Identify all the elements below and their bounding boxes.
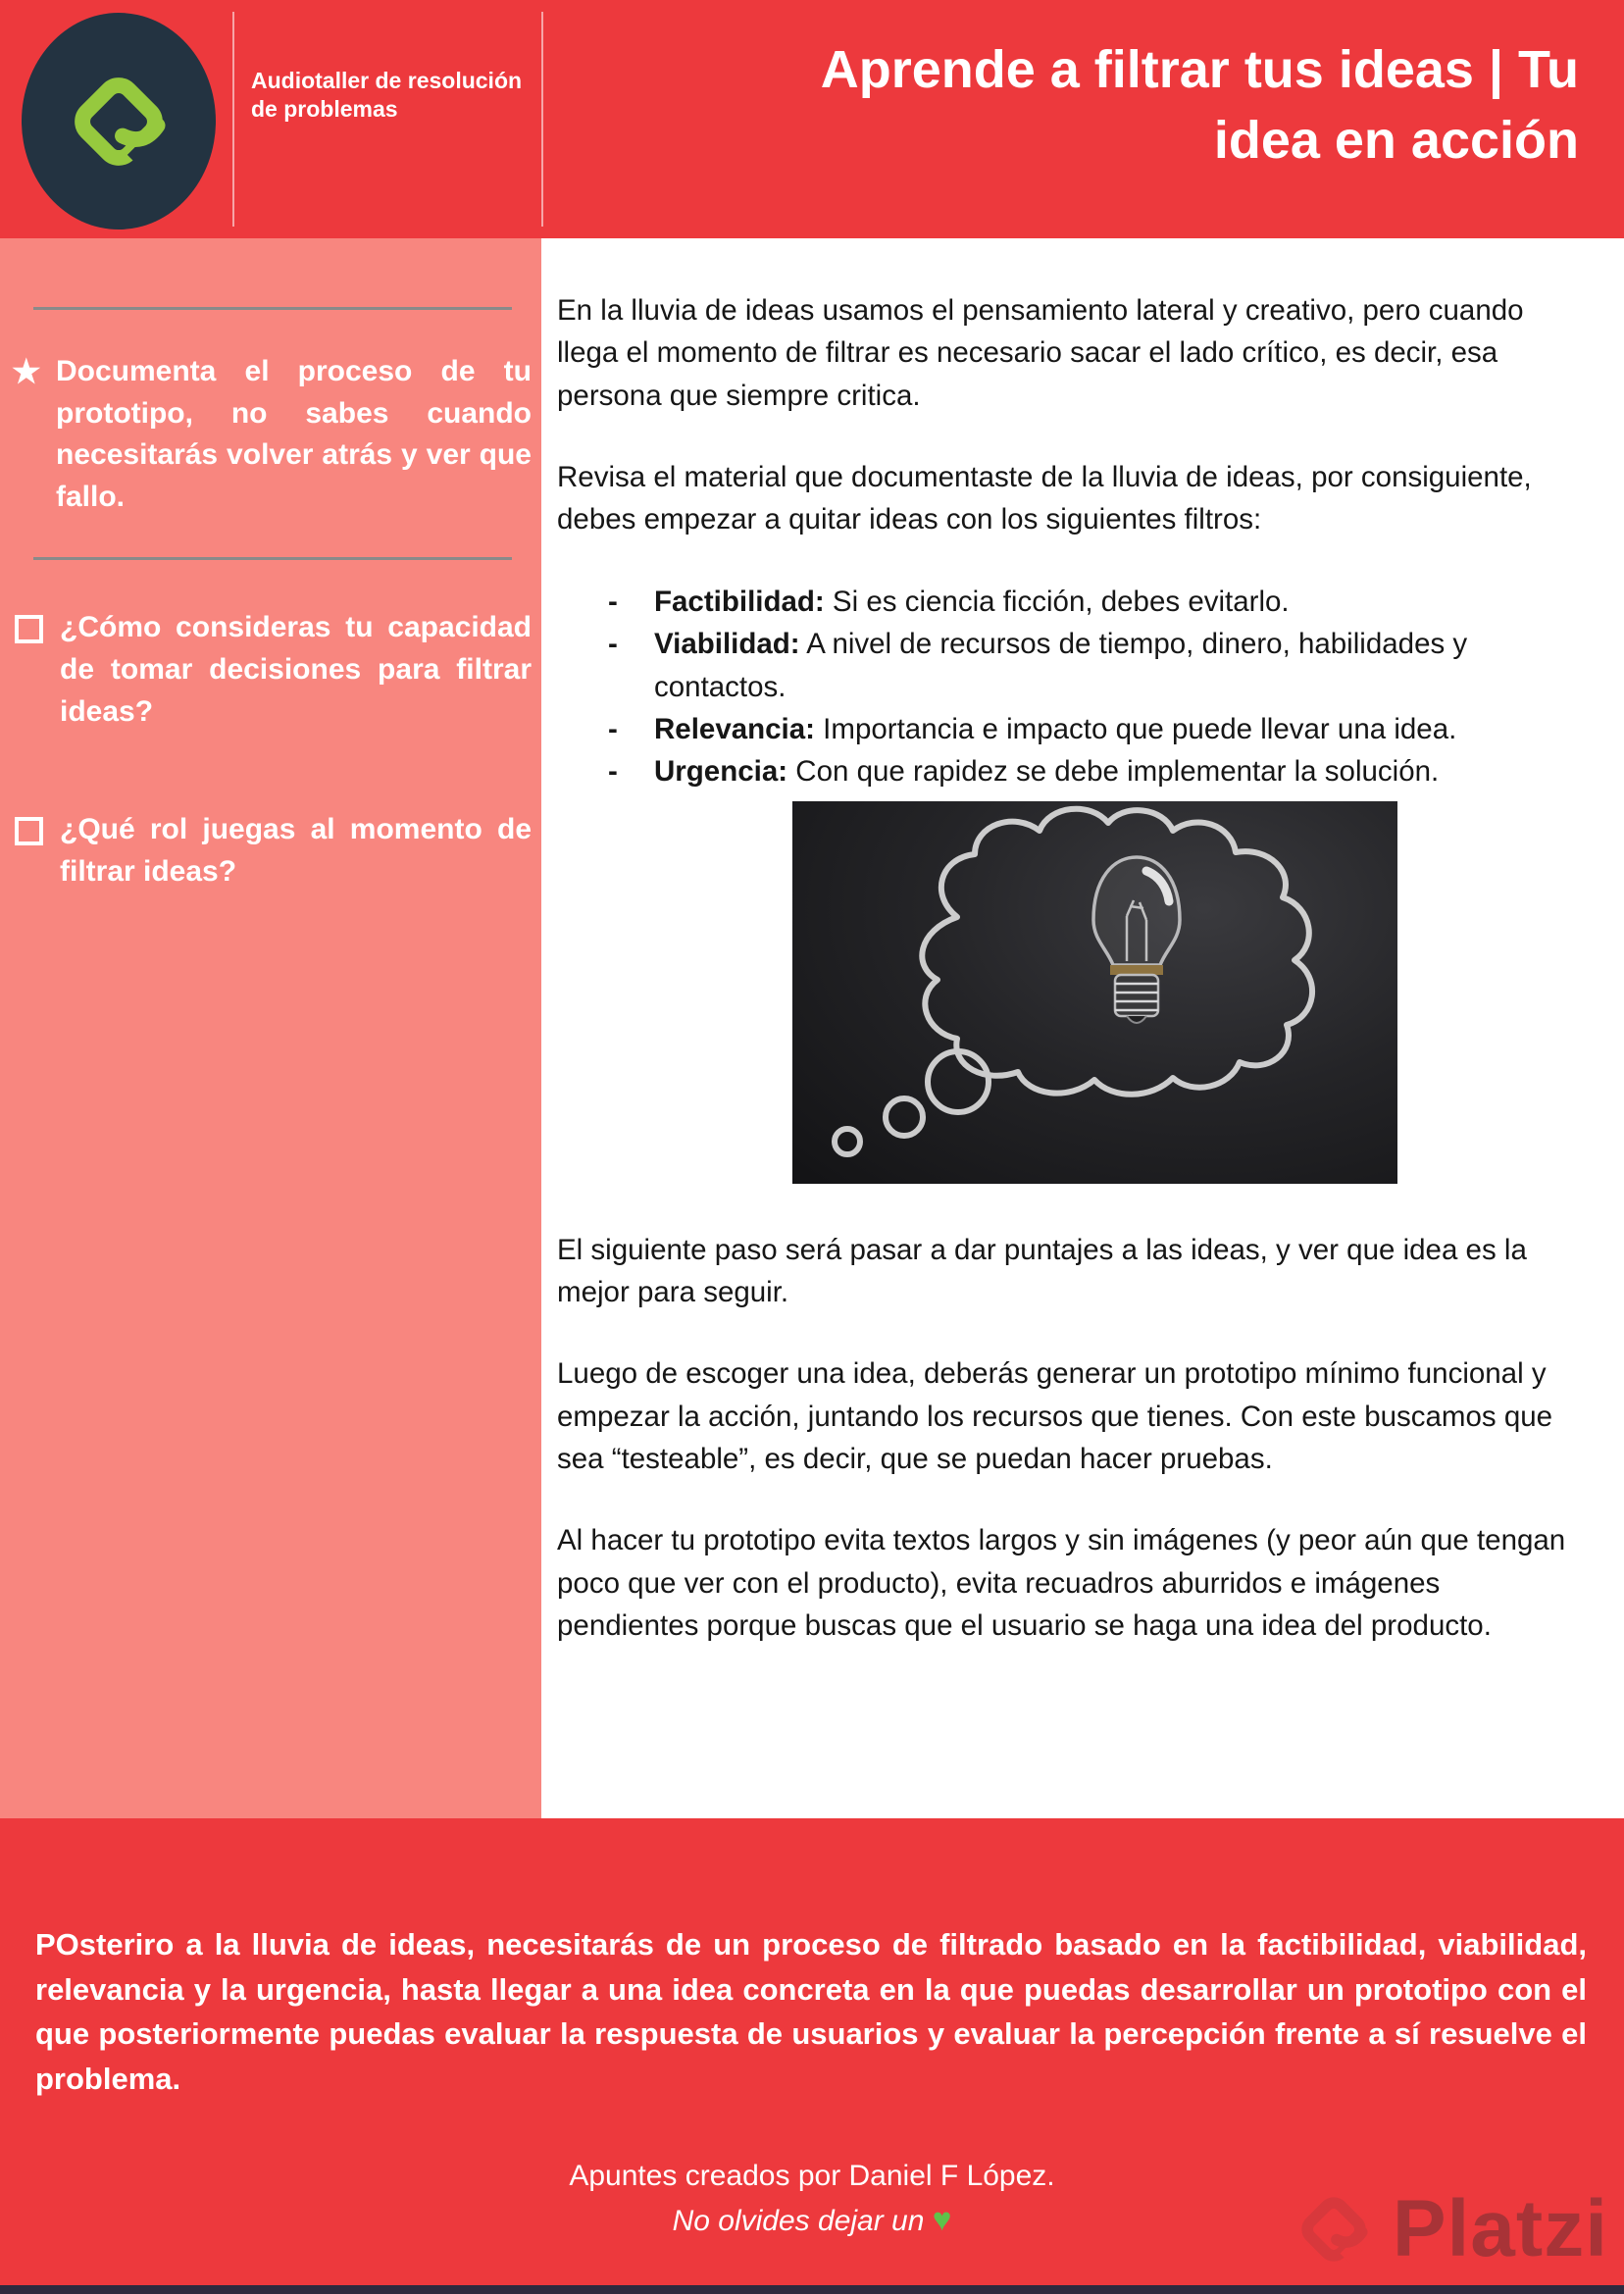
sidebar-rule <box>33 557 512 560</box>
course-logo <box>22 13 216 229</box>
summary-paragraph: POsteriro a la lluvia de ideas, necesitarás de un proceso de filtrado basado en la factibilidad, viabilidad, relevancia y la urgencia, hasta llegar a una idea concreta en la que puedas desarrollar un prototipo con el que posteriormente puedas evaluar la respuesta de usuarios y evaluar la percepción frente a sí resuelve el problema. <box>35 1927 1587 2096</box>
checkbox-icon <box>15 615 43 643</box>
platzi-wordmark: Platzi <box>1392 2184 1608 2273</box>
credits-author: Apuntes creados por Daniel F López. <box>569 2160 1055 2193</box>
list-item-viabilidad <box>608 623 1581 708</box>
footer-summary-band <box>0 1818 1624 2294</box>
page-title-line-2: idea en acción <box>1213 110 1579 170</box>
sidebar-note-documenta <box>12 351 533 518</box>
dash-bullet: - <box>608 628 618 661</box>
bottom-edge-strip <box>0 2285 1624 2294</box>
credits-heart-text: No olvides dejar un <box>672 2205 925 2238</box>
filter-term: Relevancia: <box>654 712 815 745</box>
paragraph-puntajes: El siguiente paso será pasar a dar puntajes a las ideas, y ver que idea es la mejor para seguir. <box>557 1233 1527 1308</box>
checkbox-icon <box>15 817 43 845</box>
list-item-factibilidad <box>608 581 1581 623</box>
sidebar-notes <box>0 238 541 1818</box>
filter-term: Factibilidad: <box>654 585 825 618</box>
dash-bullet: - <box>608 712 618 745</box>
sidebar-question-rol <box>12 809 533 892</box>
dash-bullet: - <box>608 585 618 618</box>
main-content <box>541 238 1624 1818</box>
filter-desc: A nivel de recursos de tiempo, dinero, habilidades y contactos. <box>654 628 1468 703</box>
paragraph-evita-textos: Al hacer tu prototipo evita textos largos y sin imágenes (y peor aún que tengan poco que ver con el producto), evita recuadros aburridos e imágenes pendientes porque buscas que el usuario se haga una idea del producto. <box>557 1524 1566 1643</box>
platzi-diamond-icon <box>1287 2182 1381 2276</box>
filter-term: Urgencia: <box>654 755 788 789</box>
filters-list <box>608 581 1581 793</box>
star-icon: ★ <box>12 353 41 389</box>
filter-desc: Importancia e impacto que puede llevar una idea. <box>814 712 1457 745</box>
sidebar-rule <box>33 307 512 310</box>
green-heart-icon: ♥ <box>932 2201 952 2238</box>
list-item-urgencia <box>608 750 1581 792</box>
filter-term: Viabilidad: <box>654 628 800 661</box>
header-divider <box>232 12 234 227</box>
page-title-line-1: Aprende a filtrar tus ideas | Tu <box>820 40 1579 99</box>
platzi-diamond-icon <box>54 57 183 186</box>
thought-cloud-lightbulb-drawing <box>792 801 1397 1184</box>
filter-desc: Si es ciencia ficción, debes evitarlo. <box>824 585 1290 618</box>
sidebar-question-capacidad <box>12 607 533 733</box>
sidebar-note-text: Documenta el proceso de tu prototipo, no sabes cuando necesitarás volver atrás y ver que fallo. <box>56 355 532 513</box>
list-item-relevancia <box>608 708 1581 750</box>
page-title <box>559 35 1579 177</box>
paragraph-lluvia-ideas: En la lluvia de ideas usamos el pensamiento lateral y creativo, pero cuando llega el momento de filtrar es necesario sacar el lado crítico, es decir, esa persona que siempre critica. <box>557 294 1524 412</box>
platzi-watermark <box>1287 2182 1608 2276</box>
header-banner <box>0 0 1624 238</box>
program-title: Audiotaller de resolución de problemas <box>251 68 523 123</box>
sidebar-question-text: ¿Qué rol juegas al momento de filtrar ideas? <box>60 813 532 888</box>
chalkboard-lightbulb-image <box>792 801 1397 1184</box>
header-divider-2 <box>541 12 543 227</box>
dash-bullet: - <box>608 755 618 789</box>
sidebar-question-text: ¿Cómo consideras tu capacidad de tomar decisiones para filtrar ideas? <box>60 611 532 728</box>
paragraph-revisa-material: Revisa el material que documentaste de la lluvia de ideas, por consiguiente, debes empezar a quitar ideas con los siguientes filtros: <box>557 461 1532 536</box>
paragraph-prototipo-minimo: Luego de escoger una idea, deberás generar un prototipo mínimo funcional y empezar la acción, juntando los recursos que tienes. Con este buscamos que sea “testeable”, es decir, que se puedan hacer pruebas. <box>557 1357 1553 1476</box>
filter-desc: Con que rapidez se debe implementar la solución. <box>787 755 1440 789</box>
